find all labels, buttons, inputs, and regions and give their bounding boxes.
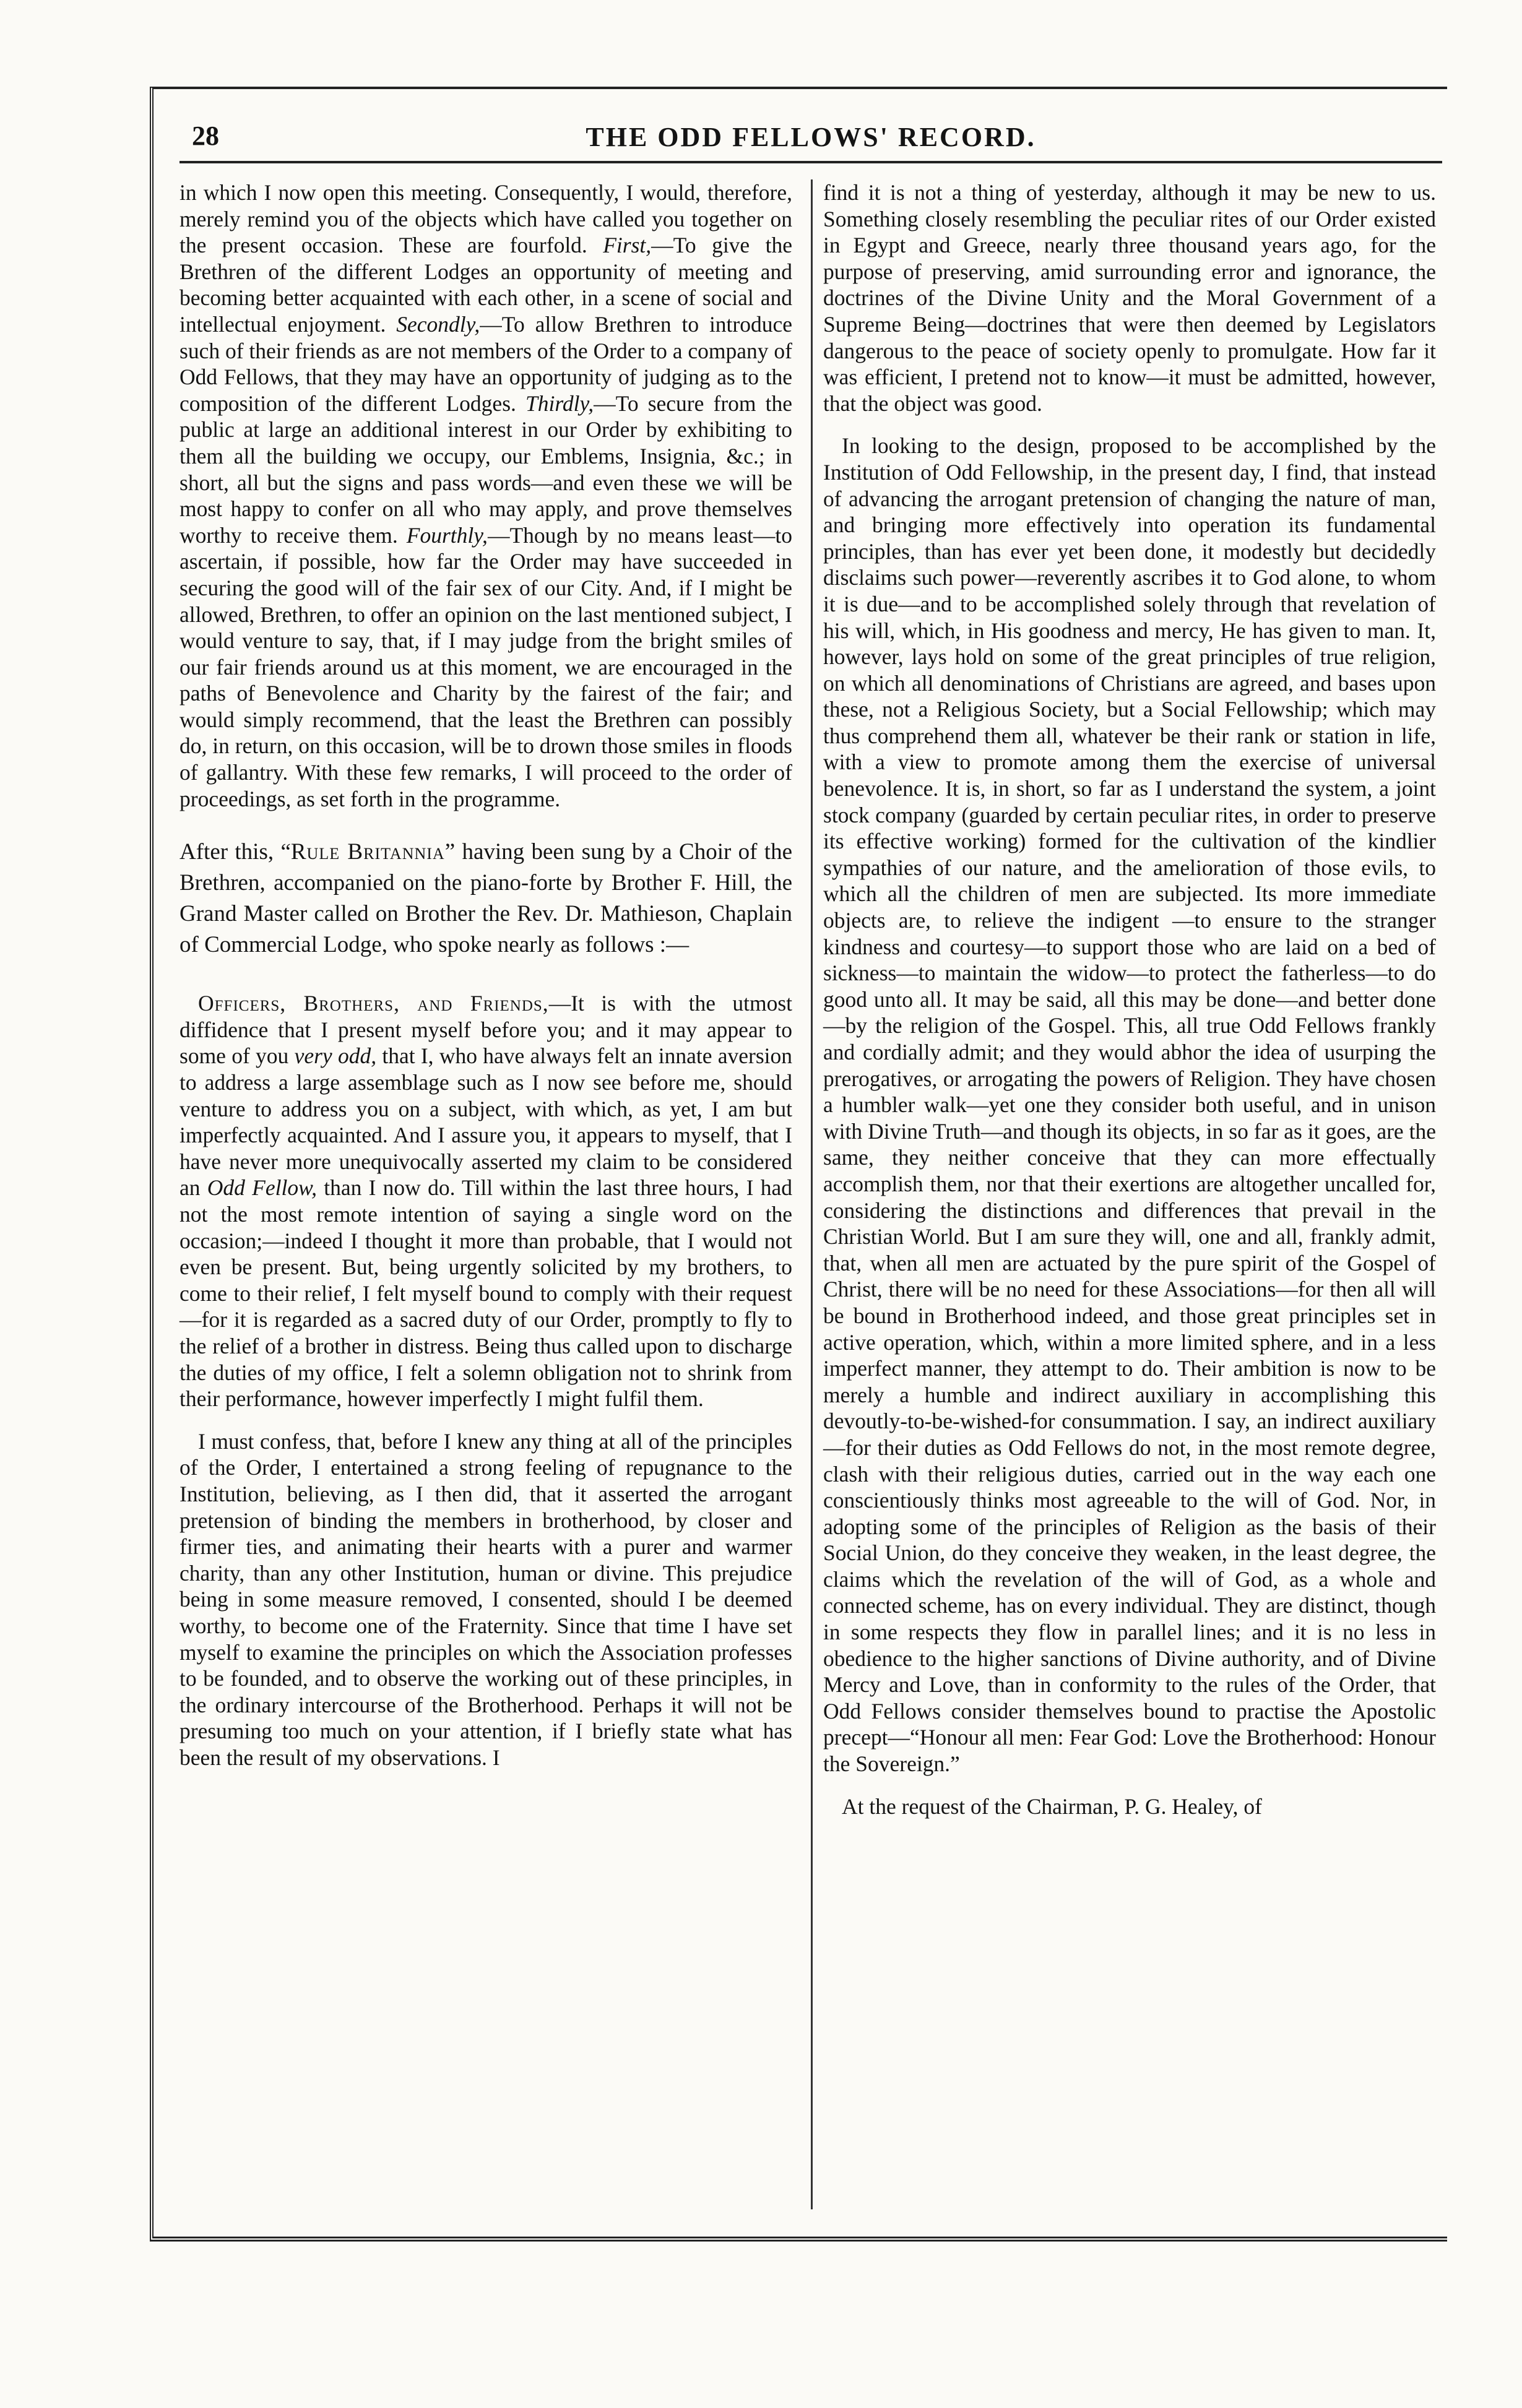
song-title: Rule Britannia [290,839,445,865]
odd-fellow-phrase: Odd Fellow, [207,1175,317,1201]
confession-paragraph: I must confess, that, before I knew any thing at all of the principles of the Order, I entertained a strong feeling of repugnance to the Institution, believing, as I then did, that it asserted the arrogant pretension of binding the members in brotherhood, by closer and firmer ties, and animating their hearts with a purer and warmer charity, than any other Institution, human or divine. This prejudice being in some measure removed, I consented, should I be deemed worthy, to become one of the Fraternity. Since that time I have set myself to examine the principles on which the Association professes to be founded, and to observe the working out of these principles, in the ordinary intercourse of the Brotherhood. Perhaps it will not be presuming too much on your attention, if I briefly state what has been the result of my observations. I [179,1428,792,1770]
third-label: Thirdly, [525,391,594,416]
page-header [179,118,1442,163]
fourth-text: —Though by no means least—to ascertain, if possible, how far the Order may have succeeded in securing the good will of the fair sex of our City. And, if I might be allowed, Brethren, to offer an opinion on the last mentioned subject, I would venture to say, that, if I may judge from the bright smiles of our fair friends around us at this moment, we are encouraged in the paths of Benevolence and Charity by the fairest of the fair; and would simply recommend, that the least the Brethren can possibly do, in return, on this occasion, will be to drown those smiles in floods of gallantry. With these few remarks, I will proceed to the order of proceedings, as set forth in the programme. [179,522,792,811]
intro-after: ” having been sung by a Choir of the Brethren, accompanied on the piano-forte by Brother F. Hill, the Grand Master called on Brother the Rev. Dr. Mathieson, Chaplain of Commercial Lodge, who spoke nearly as follows :— [179,839,792,958]
column-divider [811,179,813,2209]
speech-text-b: that I, who have always felt an innate aversion to address a large assemblage such as I now see before me, should venture to address you on a subject, with which, as yet, I am but imperfectly acquainted. And I assure you, it appears to myself, that I have never more unequivocally asserted my claim to be considered an [179,1043,793,1201]
first-label: First, [603,233,652,258]
very-odd-phrase: very odd, [294,1043,377,1069]
opening-paragraph [179,179,792,812]
speech-text-c: than I now do. Till within the last three hours, I had not the most remote intention of saying a single word on the occasion;—indeed I thought it more than probable, that I would not even be present. But, being urgently solicited by my brothers, to come to their relief, I felt myself bound to comply with their request—for it is regarded as a sacred duty of our Order, promptly to fly to the relief of a brother in distress. Being thus called upon to discharge the duties of my office, I felt a solemn obligation not to shrink from their performance, however imperfectly I might fulfil them. [179,1175,792,1412]
second-text: —To allow Brethren to introduce such of their friends as are not members of the Order to a company of Odd Fellows, that they may have an opportunity of judging as to the composition of the different Lodges. [179,311,793,416]
intro-before: After this, “ [179,839,291,865]
closing-line: At the request of the Chairman, P. G. Healey, of [842,1793,1262,1819]
left-column [179,179,792,1787]
history-paragraph: find it is not a thing of yesterday, although it may be new to us. Something closely resembling the peculiar rites of our Order existed in Egypt and Greece, nearly three thousand years ago, for the purpose of preserving, amid surrounding error and ignorance, the doctrines of the Divine Unity and the Moral Government of a Supreme Being—doctrines that were then deemed by Legislators dangerous to the peace of society openly to promulgate. How far it was efficient, I pretend not to know—it must be admitted, however, that the object was good. [823,180,1436,416]
salutation: Officers, Brothers, and Friends, [198,991,549,1016]
first-text: —To give the Brethren of the different Lodges an opportunity of meeting and becoming better acquainted with each other, in a scene of social and intellectual enjoyment. [179,233,792,337]
page-number: 28 [192,121,219,151]
design-paragraph: In looking to the design, proposed to be accomplished by the Institution of Odd Fellowship, in the present day, I find, that instead of advancing the arrogant pretension of changing the nature of man, and bringing more effectively into operation its fundamental principles, than has ever yet been done, it modestly but decidedly disclaims such power—reverently ascribes it to God alone, to whom it is due—and to be accomplished solely through that revelation of his will, which, in His goodness and mercy, He has given to man. It, however, lays hold on some of the great principles of true religion, on which all denominations of Christians are agreed, and bases upon these, not a Religious Society, but a Social Fellowship; which may thus comprehend them all, whatever be their rank or station in life, with a view to promote among them the exercise of universal benevolence. It is, in short, so far as I understand the system, a joint stock company (guarded by certain peculiar rites, in order to preserve its effective working) formed for the cultivation of the kindlier sympathies of our nature, and the amelioration of those evils, to which all the children of men are subjected. Its more immediate objects are, to relieve the indigent —to ensure to the stranger kindness and courtesy—to support those who are laid on a bed of sickness—to maintain the widow—to protect the fatherless—to do good unto all. It may be said, all this may be done—and better done—by the religion of the Gospel. This, all true Odd Fellows frankly and cordially admit; and they would abhor the idea of usurping the prerogatives, or arrogating the powers of Religion. They have chosen a humbler walk—yet one they consider both useful, and in unison with Divine Truth—and though its objects, in so far as it goes, are the same, they neither conceive that they can more effectually accomplish them, nor that their exertions are altogether uncalled for, considering the distinctions and differences that prevail in the Christian World. But I am sure they will, one and all, frankly admit, that, when all men are actuated by the pure spirit of the Gospel of Christ, there will be no need for these Associations—for then all will be bound in Brotherhood indeed, and those great principles set in active operation, which, within a more limited sphere, and in a less imperfect manner, they attempt to do. Their ambition is now to be merely a humble and indirect auxiliary in accomplishing this devoutly-to-be-wished-for consummation. I say, an indirect auxiliary—for their duties as Odd Fellows do not, in the most remote degree, clash with their religious duties, carried out in the way each one conscientiously thinks most agreeable to the will of God. Nor, in adopting some of the principles of Religion as the basis of their Social Union, do they conceive they weaken, in the least degree, the claims which the revelation of the will of God, as a whole and connected scheme, has on every individual. They are distinct, though in some respects they flow in parallel lines; and it is no less in obedience to the higher sanctions of Divine authority, and of Divine Mercy and Love, than in conformity to the rules of the Order, that Odd Fellows consider themselves bound to practise the Apostolic precept—“Honour all men: Fear God: Love the Brotherhood: Honour the Sovereign.” [823,433,1436,1777]
fourth-label: Fourthly, [406,522,488,548]
right-column [823,179,1436,1836]
second-label: Secondly, [396,311,480,337]
speech-text-a: —It is with the utmost diffidence that I present myself before you; and it may appear to some of you [179,991,792,1069]
running-title: THE ODD FELLOWS' RECORD. [586,122,1036,152]
third-text: —To secure from the public at large an additional interest in our Order by exhibiting to them all the building we occupy, our Emblems, Insignia, &c.; in short, all but the signs and pass words—and even these we will be most happy to confer on all who may apply, and prove themselves worthy to receive them. [179,391,792,548]
speech-paragraph [179,990,792,1412]
intro-paragraph [179,837,792,960]
opening-text: in which I now open this meeting. Consequently, I would, therefore, merely remind you of the objects which have called you together on the present occasion. These are fourfold. [179,180,792,258]
